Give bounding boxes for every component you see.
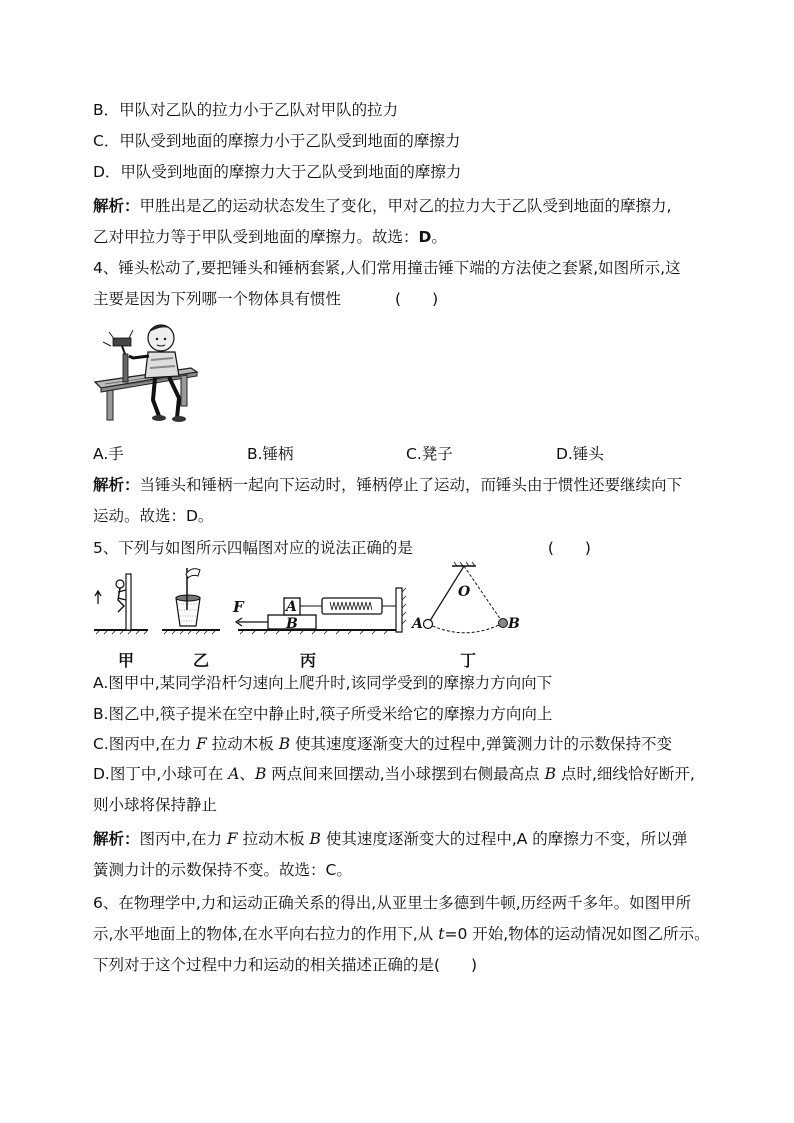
answer-choice: D bbox=[418, 228, 432, 246]
label-point-a: A bbox=[412, 616, 423, 632]
q4-option-a: A.手 bbox=[93, 445, 124, 463]
analysis-label: 解析： bbox=[93, 476, 140, 494]
q5-option-a: A.图甲中,某同学沿杆匀速向上爬升时,该同学受到的摩擦力方向向下 bbox=[93, 674, 553, 692]
q5-stem: 5、下列与如图所示四幅图对应的说法正确的是 ( ) bbox=[93, 539, 591, 557]
figure-bing-spring-scale bbox=[236, 588, 406, 634]
q6-stem-line-3: 下列对于这个过程中力和运动的相关描述正确的是( ) bbox=[93, 956, 478, 974]
analysis-label: 解析： bbox=[93, 830, 140, 848]
q4-option-c: C.凳子 bbox=[406, 445, 453, 463]
q3-analysis-line-2 bbox=[93, 227, 447, 247]
q5-analysis-line-2: 簧测力计的示数保持不变。故选：C。 bbox=[93, 861, 352, 879]
analysis-text: 。 bbox=[431, 228, 447, 246]
q4-analysis-line-1: 解析：当锤头和锤柄一起向下运动时，锤柄停止了运动，而锤头由于惯性还要继续向下 bbox=[93, 476, 683, 494]
q3-option-b: B．甲队对乙队的拉力小于乙队对甲队的拉力 bbox=[93, 101, 399, 119]
q4-stem-line-1: 4、锤头松动了,要把锤头和锤柄套紧,人们常用撞击锤下端的方法使之套紧,如图所示,这 bbox=[93, 259, 681, 277]
caption-jia: 甲 bbox=[118, 651, 135, 670]
label-point-b: B bbox=[508, 616, 520, 632]
q5-option-b: B.图乙中,筷子提米在空中静止时,筷子所受米给它的摩擦力方向向上 bbox=[93, 705, 553, 723]
q3-option-d: D．甲队受到地面的摩擦力大于乙队受到地面的摩擦力 bbox=[93, 163, 462, 181]
analysis-label: 解析： bbox=[93, 197, 140, 215]
q5-option-c: C.图丙中,在力 F 拉动木板 B 使其速度逐渐变大的过程中,弹簧测力计的示数保持不变 bbox=[93, 735, 672, 753]
label-pivot-o: O bbox=[458, 584, 471, 600]
q5-analysis-line-1: 解析：图丙中,在力 F 拉动木板 B 使其速度逐渐变大的过程中,A 的摩擦力不变，所以弹 bbox=[93, 830, 688, 848]
q4-option-d: D.锤头 bbox=[556, 445, 604, 463]
label-force-f: F bbox=[233, 598, 244, 616]
caption-ding: 丁 bbox=[460, 651, 477, 670]
caption-yi: 乙 bbox=[193, 651, 210, 670]
q4-option-b: B.锤柄 bbox=[247, 445, 294, 463]
q3-analysis-line-1 bbox=[93, 196, 671, 216]
q4-analysis-line-2: 运动。故选：D。 bbox=[93, 507, 214, 525]
q6-stem-line-2: 示,水平地面上的物体,在水平向右拉力的作用下,从 t=0 开始,物体的运动情况如图乙所示。 bbox=[93, 925, 710, 943]
caption-bing: 丙 bbox=[300, 651, 317, 670]
answer-blank: ( ) bbox=[547, 539, 591, 557]
figure-jia-pole-climber bbox=[94, 574, 148, 634]
q5-option-d-line-2: 则小球将保持静止 bbox=[93, 796, 218, 814]
analysis-text: 甲胜出是乙的运动状态发生了变化，甲对乙的拉力大于乙队受到地面的摩擦力, bbox=[139, 197, 672, 215]
q5-option-d-line-1: D.图丁中,小球可在 A、B 两点间来回摆动,当小球摆到右侧最高点 B 点时,细线恰好断开, bbox=[93, 765, 695, 783]
label-block-a: A bbox=[286, 599, 297, 615]
label-board-b: B bbox=[286, 616, 298, 632]
q4-figure-hammer-bench bbox=[93, 320, 205, 432]
figure-yi-chopsticks-rice bbox=[162, 568, 220, 634]
q4-stem-line-2: 主要是因为下列哪一个物体具有惯性 ( ) bbox=[93, 290, 439, 308]
q3-option-c: C．甲队受到地面的摩擦力小于乙队受到地面的摩擦力 bbox=[93, 132, 461, 150]
q6-stem-line-1: 6、在物理学中,力和运动正确关系的得出,从亚里士多德到牛顿,历经两千多年。如图甲所 bbox=[93, 894, 692, 912]
answer-blank: ( ) bbox=[395, 290, 439, 308]
analysis-text: 乙对甲拉力等于甲队受到地面的摩擦力。故选： bbox=[93, 228, 419, 246]
